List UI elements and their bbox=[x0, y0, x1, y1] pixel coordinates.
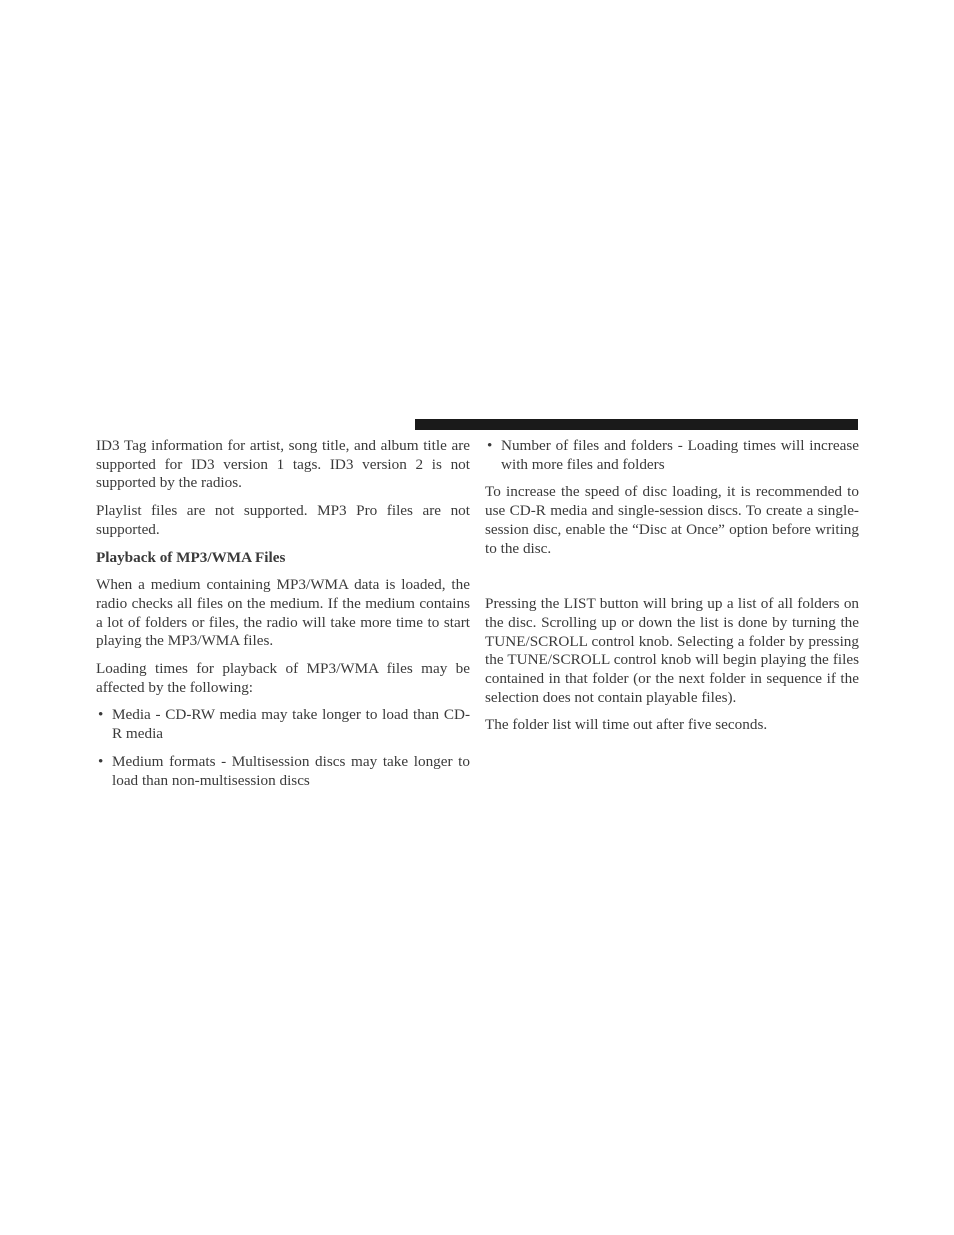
list-item bbox=[96, 706, 470, 743]
list-item-text: Medium formats - Multisession discs may take longer to load than non-multisession discs bbox=[112, 752, 470, 789]
medium-loading-paragraph: When a medium containing MP3/WMA data is loaded, the radio checks all files on the medium. If the medium contains a lot of folders or files, the radio will take more time to start playing the MP3/WMA files. bbox=[96, 576, 470, 650]
list-item bbox=[485, 437, 859, 474]
bullet-icon: • bbox=[98, 706, 104, 724]
bullet-icon: • bbox=[98, 752, 104, 770]
list-button-paragraph: Pressing the LIST button will bring up a list of all folders on the disc. Scrolling up or down the list is done by turning the TUNE/SCROLL control knob. Selecting a folder by pressing the TUNE/SCROLL control knob will begin playing the files contained in that folder (or the next folder in sequence if the selection does not contain playable files). bbox=[485, 595, 859, 706]
loading-factors-list bbox=[96, 706, 470, 790]
right-column bbox=[485, 437, 859, 744]
left-column bbox=[96, 437, 470, 799]
bullet-icon: • bbox=[487, 437, 493, 454]
playlist-paragraph: Playlist files are not supported. MP3 Pro files are not supported. bbox=[96, 502, 470, 538]
list-item-text: Media - CD-RW media may take longer to load than CD-R media bbox=[112, 706, 470, 743]
list-item-text: Number of files and folders - Loading times will increase with more files and folders bbox=[501, 437, 859, 473]
disc-speed-paragraph: To increase the speed of disc loading, it is recommended to use CD-R media and single-session discs. To create a single-session disc, enable the “Disc at Once” option before writing to the disc. bbox=[485, 483, 859, 557]
list-item bbox=[96, 753, 470, 790]
section-header-bar bbox=[415, 419, 858, 430]
loading-times-paragraph: Loading times for playback of MP3/WMA files may be affected by the following: bbox=[96, 660, 470, 696]
loading-factors-list-continued bbox=[485, 437, 859, 474]
section-spacer bbox=[485, 567, 859, 595]
playback-heading: Playback of MP3/WMA Files bbox=[96, 548, 286, 566]
id3-tag-paragraph: ID3 Tag information for artist, song title, and album title are supported for ID3 version 1 tags. ID3 version 2 is not supported by the radios. bbox=[96, 437, 470, 492]
timeout-paragraph: The folder list will time out after five seconds. bbox=[485, 716, 768, 734]
